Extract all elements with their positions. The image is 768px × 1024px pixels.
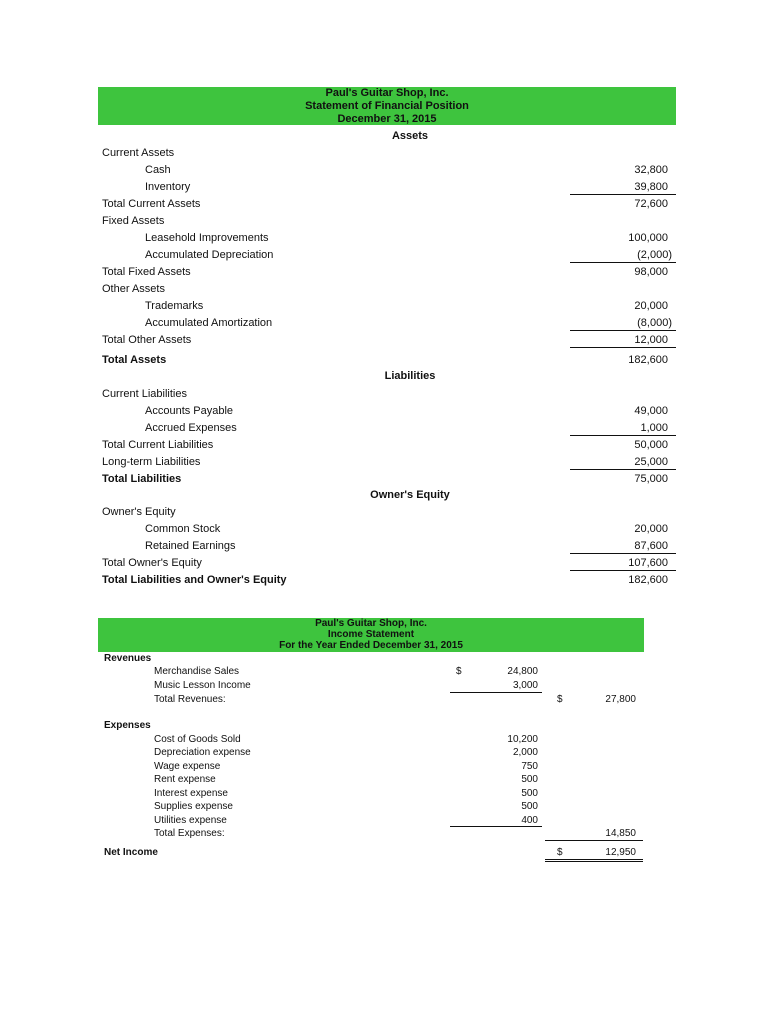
wage-value: 750 xyxy=(521,761,538,772)
depr-label: Depreciation expense xyxy=(154,747,251,758)
total-liabilities-label: Total Liabilities xyxy=(102,473,182,485)
retained-value: 87,600 xyxy=(634,540,668,552)
total-assets-label: Total Assets xyxy=(102,354,167,366)
total-liab-equity-label: Total Liabilities and Owner's Equity xyxy=(102,574,287,586)
lesson-label: Music Lesson Income xyxy=(154,680,251,691)
accrued-value: 1,000 xyxy=(640,422,668,434)
supplies-value: 500 xyxy=(521,801,538,812)
balance-sheet-company: Paul's Guitar Shop, Inc. xyxy=(325,87,449,99)
merch-currency: $ xyxy=(456,666,462,677)
total-expenses-value: 14,850 xyxy=(605,828,636,839)
current-liabilities-label: Current Liabilities xyxy=(102,388,187,400)
underline xyxy=(545,840,643,841)
inventory-label: Inventory xyxy=(145,181,191,193)
total-current-liabilities-value: 50,000 xyxy=(634,439,668,451)
interest-label: Interest expense xyxy=(154,788,228,799)
revenues-label: Revenues xyxy=(104,653,152,664)
total-fixed-assets-value: 98,000 xyxy=(634,266,668,278)
trademarks-label: Trademarks xyxy=(145,300,204,312)
lt-liabilities-value: 25,000 xyxy=(634,456,668,468)
underline xyxy=(570,330,676,331)
total-current-assets-label: Total Current Assets xyxy=(102,198,201,210)
net-income-currency: $ xyxy=(557,847,563,858)
assets-heading: Assets xyxy=(391,130,429,142)
cash-label: Cash xyxy=(145,164,171,176)
utilities-label: Utilities expense xyxy=(154,815,227,826)
common-stock-value: 20,000 xyxy=(634,523,668,535)
total-liab-equity-value: 182,600 xyxy=(628,574,668,586)
underline xyxy=(450,692,542,693)
ap-value: 49,000 xyxy=(634,405,668,417)
acc-amort-value: (8,000) xyxy=(637,317,672,329)
income-statement-title: Income Statement xyxy=(327,629,415,640)
merch-value: 24,800 xyxy=(507,666,538,677)
underline xyxy=(570,553,676,554)
balance-sheet-header xyxy=(98,87,676,125)
wage-label: Wage expense xyxy=(154,761,221,772)
interest-value: 500 xyxy=(521,788,538,799)
total-expenses-label: Total Expenses: xyxy=(154,828,225,839)
lesson-value: 3,000 xyxy=(512,680,538,691)
expenses-label: Expenses xyxy=(104,720,151,731)
current-assets-label: Current Assets xyxy=(102,147,175,159)
total-current-assets-value: 72,600 xyxy=(634,198,668,210)
accrued-label: Accrued Expenses xyxy=(145,422,237,434)
total-revenues-value: 27,800 xyxy=(605,694,636,705)
total-liabilities-value: 75,000 xyxy=(634,473,668,485)
underline xyxy=(570,262,676,263)
supplies-label: Supplies expense xyxy=(154,801,233,812)
cogs-label: Cost of Goods Sold xyxy=(154,734,241,745)
owners-equity-label: Owner's Equity xyxy=(102,506,176,518)
fixed-assets-label: Fixed Assets xyxy=(102,215,165,227)
utilities-value: 400 xyxy=(521,815,538,826)
liabilities-heading: Liabilities xyxy=(384,370,436,382)
balance-sheet-title: Statement of Financial Position xyxy=(305,100,469,112)
total-other-assets-value: 12,000 xyxy=(634,334,668,346)
underline xyxy=(570,435,676,436)
total-other-assets-label: Total Other Assets xyxy=(102,334,192,346)
rent-value: 500 xyxy=(521,774,538,785)
equity-heading: Owner's Equity xyxy=(370,489,450,501)
total-revenues-label: Total Revenues: xyxy=(154,694,226,705)
total-revenues-currency: $ xyxy=(557,694,563,705)
ap-label: Accounts Payable xyxy=(145,405,234,417)
lt-liabilities-label: Long-term Liabilities xyxy=(102,456,201,468)
acc-amort-label: Accumulated Amortization xyxy=(145,317,273,329)
acc-depr-value: (2,000) xyxy=(637,249,672,261)
merch-label: Merchandise Sales xyxy=(154,666,240,677)
acc-depr-label: Accumulated Depreciation xyxy=(145,249,274,261)
leasehold-value: 100,000 xyxy=(628,232,668,244)
underline xyxy=(545,861,643,862)
total-current-liabilities-label: Total Current Liabilities xyxy=(102,439,214,451)
income-statement-period: For the Year Ended December 31, 2015 xyxy=(279,640,463,651)
cash-value: 32,800 xyxy=(634,164,668,176)
common-stock-label: Common Stock xyxy=(145,523,221,535)
rent-label: Rent expense xyxy=(154,774,216,785)
underline xyxy=(545,859,643,860)
underline xyxy=(570,469,676,470)
depr-value: 2,000 xyxy=(512,747,538,758)
net-income-value: 12,950 xyxy=(605,847,636,858)
net-income-label: Net Income xyxy=(104,847,158,858)
underline xyxy=(570,347,676,348)
total-equity-value: 107,600 xyxy=(628,557,668,569)
leasehold-label: Leasehold Improvements xyxy=(145,232,269,244)
underline xyxy=(570,194,676,195)
total-equity-label: Total Owner's Equity xyxy=(102,557,202,569)
underline xyxy=(570,570,676,571)
cogs-value: 10,200 xyxy=(507,734,538,745)
underline xyxy=(450,826,542,827)
other-assets-label: Other Assets xyxy=(102,283,165,295)
total-fixed-assets-label: Total Fixed Assets xyxy=(102,266,191,278)
income-statement-company: Paul's Guitar Shop, Inc. xyxy=(315,618,427,629)
trademarks-value: 20,000 xyxy=(634,300,668,312)
total-assets-value: 182,600 xyxy=(628,354,668,366)
income-statement-header xyxy=(98,618,644,652)
retained-label: Retained Earnings xyxy=(145,540,236,552)
balance-sheet-date: December 31, 2015 xyxy=(337,113,437,125)
inventory-value: 39,800 xyxy=(634,181,668,193)
